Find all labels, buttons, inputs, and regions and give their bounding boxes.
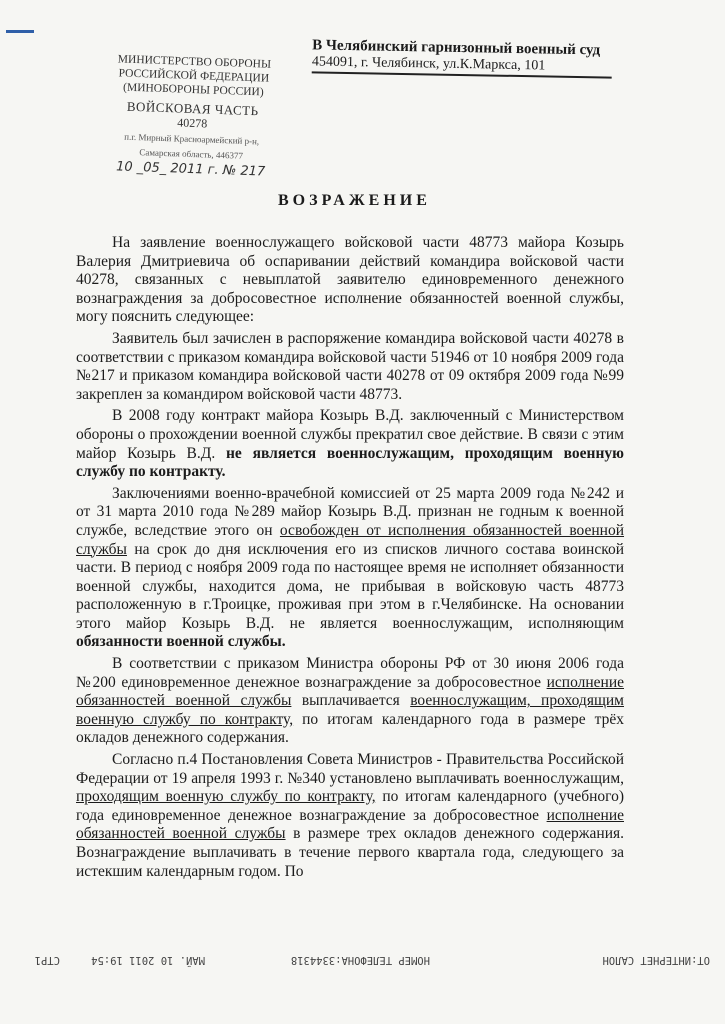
stamp-address2: Самарская область, 446377: [139, 147, 244, 161]
stamp-ministry-line2: РОССИЙСКОЙ ФЕДЕРАЦИИ: [118, 67, 270, 85]
paragraph-4: [76, 485, 624, 652]
fax-header: [20, 952, 710, 966]
paragraph-4-text-b: на срок до дня исключения его из списков личного состава воинской части. В период с ноября 2009 года по настоящее время не исполняет обязанности военной службы, находится дома, не прибывая в войсковую часть 48773 расположенную в г.Троицке, проживая при этом в г.Челябинске. На основании этого майор Козырь В.Д. не является военнослужащим, исполняющим: [76, 540, 624, 632]
stamp-unit: ВОЙСКОВАЯ ЧАСТЬ: [126, 98, 259, 119]
paragraph-6-underline-2: исполнение обязанностей военной службы: [76, 806, 624, 843]
paragraph-3: [76, 407, 624, 481]
scan-mark: [6, 30, 34, 33]
recipient-title: В Челябинский гарнизонный военный суд: [312, 37, 601, 59]
recipient-address: 454091, г. Челябинск, ул.К.Маркса, 101: [312, 54, 612, 78]
stamp-ministry-line3: (МИНОБОРОНЫ РОССИИ): [122, 81, 264, 99]
fax-datetime: МАЙ. 10 2011 19:54: [91, 954, 205, 966]
paragraph-6-text-a: Согласно п.4 Постановления Совета Министров - Правительства Российской Федерации от 19 апреля 1993 г. №340 установлено выплачивать военнослужащим,: [76, 751, 624, 787]
stamp-date: 10 _05_ 2011 г. № 217: [115, 159, 266, 180]
paragraph-5-text-b: выплачивается: [301, 692, 400, 710]
fax-from: ОТ:ИНТЕРНЕТ САЛОН: [602, 954, 710, 966]
paragraph-6-underline-1: проходящим военную службу по контракту,: [76, 788, 376, 806]
paragraph-1: На заявление военнослужащего войсковой части 48773 майора Козырь Валерия Дмитриевича об оспаривании действий командира войсковой части 40278, связанных с невыплатой заявителю единовременного денежного вознаграждения за добросовестное исполнение обязанностей военной службы, могу пояснить следующее:: [76, 234, 624, 326]
paragraph-4-text-a: Заключениями военно-врачебной комиссией от 25 марта 2009 года №242 и от 31 марта 2010 года №289 майор Козырь В.Д. признан не годным к военной службе, вследствие этого он: [76, 484, 624, 539]
paragraph-3-text: В 2008 году контракт майора Козырь В.Д. заключенный с Министерством обороны о прохождении военной службы прекратил свое действие. В связи с этим майор Козырь В.Д.: [76, 407, 624, 462]
paragraph-5-text-c: по итогам календарного года в размере трёх окладов денежного содержания.: [76, 710, 625, 747]
fax-page: СТР1: [34, 954, 60, 966]
paragraph-6-text-c: в размере трех окладов денежного содержания. Вознаграждение выплачивать в течение первого квартала года, следующего за истекшим календарным годом. По: [76, 825, 624, 880]
document-body: [76, 234, 624, 884]
paragraph-5-underline-2: военнослужащим, проходящим военную службу по контракту,: [76, 692, 624, 728]
paragraph-2: Заявитель был зачислен в распоряжение командира войсковой части 40278 в соответствии с приказом командира войсковой части 51946 от 10 ноября 2009 года №217 и приказом командира войсковой части 40278 от 09 октября 2009 года №99 закреплен за командиром войсковой части 48773.: [76, 329, 624, 403]
paragraph-4-bold: обязанности военной службы.: [76, 633, 286, 651]
paragraph-4-underline: освобожден от исполнения обязанностей военной службы: [76, 521, 625, 558]
stamp-unit-number: 40278: [177, 115, 208, 131]
stamp-ministry-line1: МИНИСТЕРСТВО ОБОРОНЫ: [117, 53, 272, 71]
fax-phone: НОМЕР ТЕЛЕФОНА:3344318: [290, 954, 430, 966]
paragraph-5-text-a: В соответствии с приказом Министра обороны РФ от 30 июня 2006 года №200 единовременное денежное вознаграждение за добросовестное: [76, 655, 624, 691]
paragraph-5: [76, 655, 624, 748]
sender-stamp: [98, 52, 287, 180]
document-title: ВОЗРАЖЕНИЕ: [278, 192, 431, 209]
stamp-address1: п.г. Мирный Красноармейский р-н,: [124, 131, 260, 147]
paragraph-3-bold: не является военнослужащим, проходящим военную службу по контракту.: [76, 444, 625, 481]
paragraph-5-underline-1: исполнение обязанностей военной службы: [76, 673, 624, 710]
paragraph-6: [76, 751, 624, 881]
paragraph-6-text-b: по итогам календарного (учебного) года единовременное денежное вознаграждение за добросовестное: [76, 788, 625, 824]
recipient-block: [312, 37, 613, 78]
